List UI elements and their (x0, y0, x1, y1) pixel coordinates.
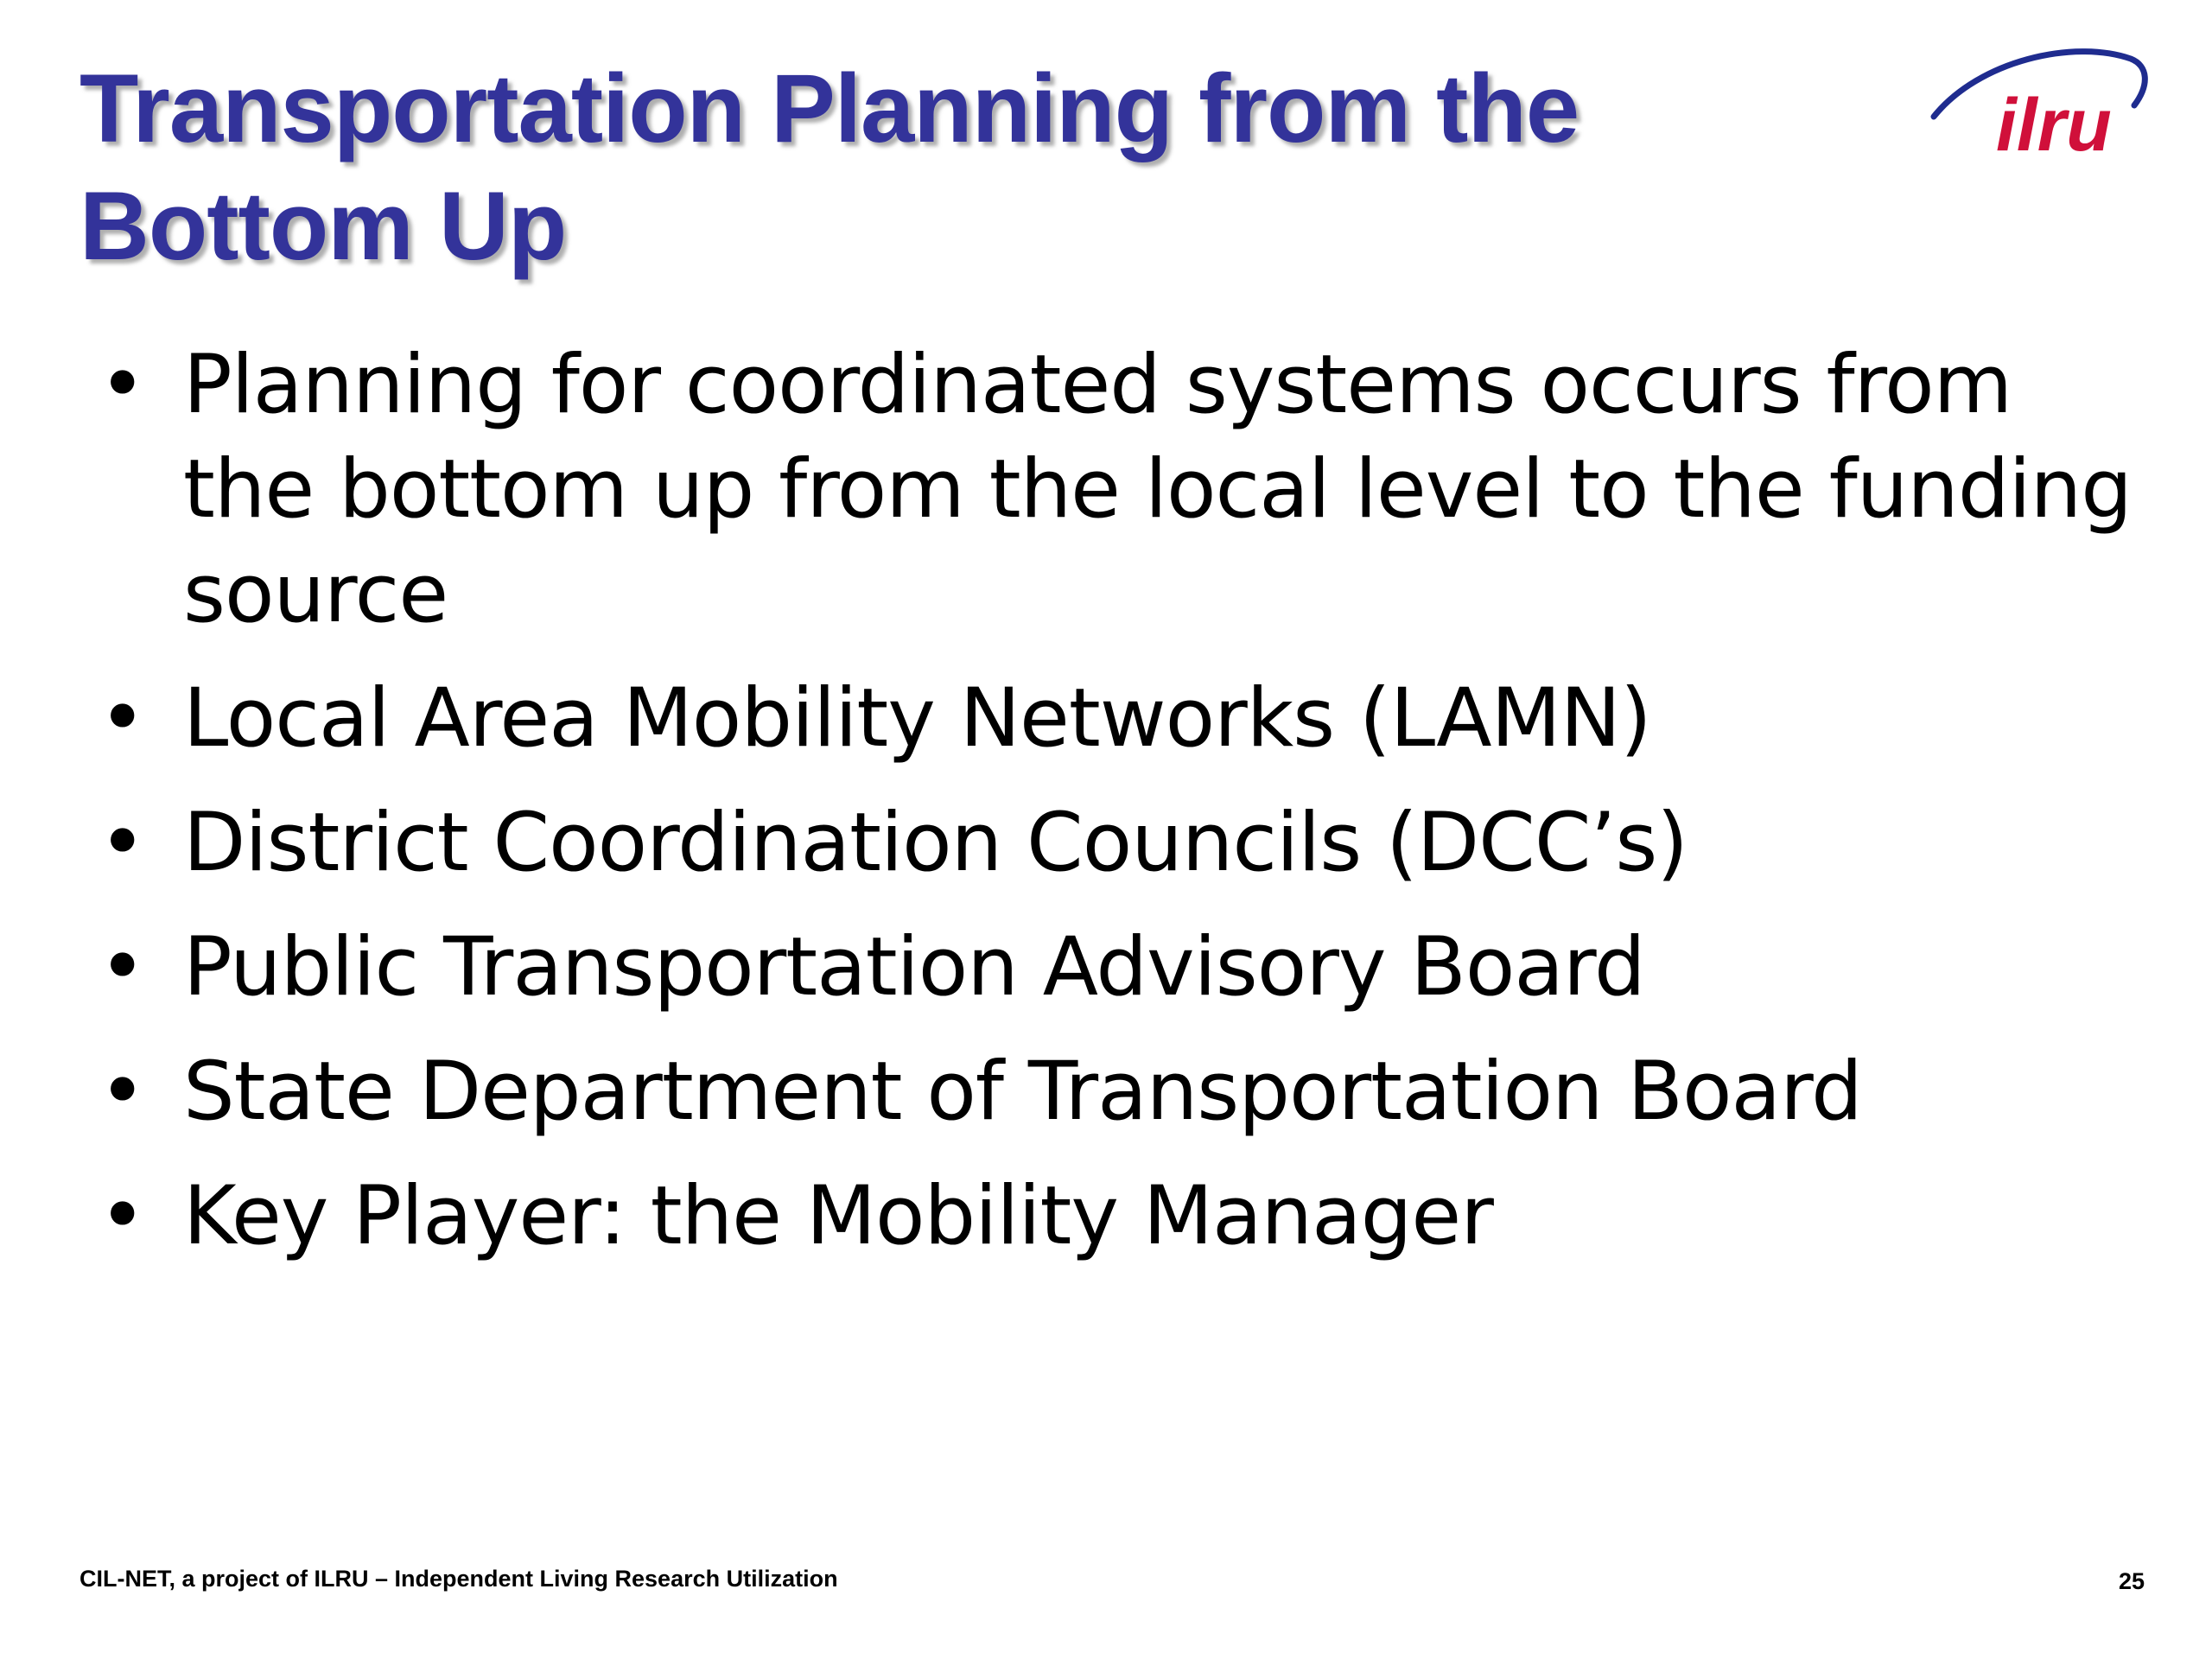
slide-title-line-1: Transportation Planning from the (79, 54, 1580, 162)
page-number: 25 (2118, 1568, 2145, 1594)
bullet-text: Public Transportation Advisory Board (183, 920, 1645, 1014)
bullet-item (86, 1164, 2143, 1268)
bullet-dot: • (99, 671, 146, 766)
slide-title-line-2: Bottom Up (79, 172, 567, 280)
bullet-item (86, 1039, 2143, 1144)
bullet-dot: • (99, 1169, 146, 1263)
bullet-item (86, 791, 2143, 895)
ilru-logo (1927, 35, 2152, 164)
bullet-item (86, 666, 2143, 771)
logo-text: ilru (1996, 84, 2112, 164)
bullet-text: State Department of Transportation Board (183, 1045, 1862, 1139)
bullet-dot: • (99, 796, 146, 890)
bullet-text: District Coordination Councils (DCC’s) (183, 796, 1688, 890)
footer-credit: CIL-NET, a project of ILRU – Independent Living Research Utilization (79, 1566, 838, 1592)
bullet-dot: • (99, 920, 146, 1014)
bullet-text: Key Player: the Mobility Manager (183, 1169, 1493, 1263)
bullet-dot: • (99, 1045, 146, 1139)
bullet-item (86, 915, 2143, 1020)
bullet-dot: • (99, 338, 146, 432)
bullet-text: Local Area Mobility Networks (LAMN) (183, 671, 1651, 766)
slide-title (79, 50, 1808, 285)
bullet-text: Planning for coordinated systems occurs from the bottom up from the local level to the funding source (183, 338, 2132, 641)
bullet-item (86, 333, 2143, 646)
bullet-list (86, 333, 2143, 1288)
